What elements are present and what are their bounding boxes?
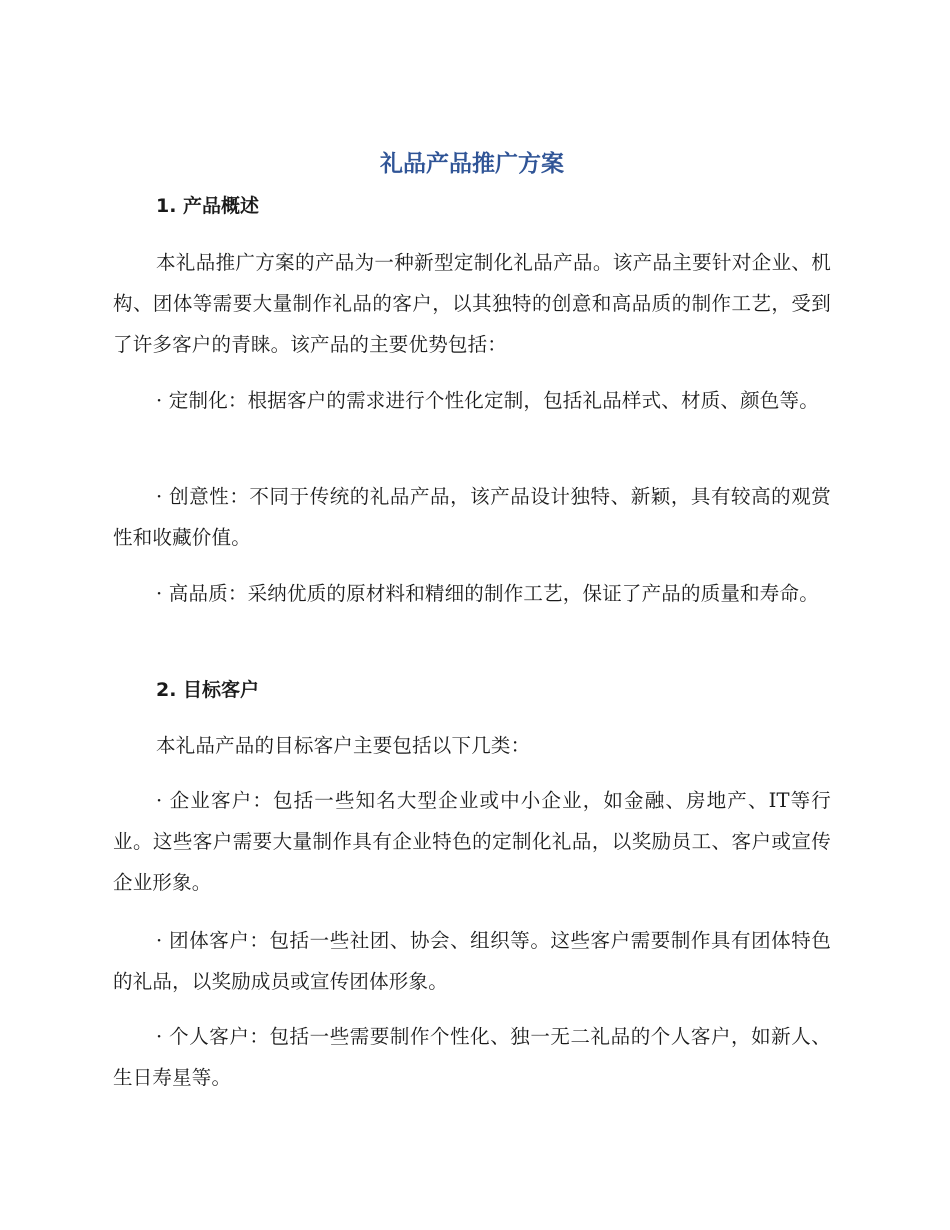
document-title: 礼品产品推广方案	[380, 151, 564, 177]
section-heading-target-customers: 2. 目标客户	[156, 679, 260, 701]
section-heading-product-overview: 1. 产品概述	[156, 195, 260, 217]
bullet-high-quality: · 高品质：采纳优质的原材料和精细的制作工艺，保证了产品的质量和寿命。	[156, 582, 819, 605]
bullet-creativity: · 创意性：不同于传统的礼品产品，该产品设计独特、新颖，具有较高的观赏性和收藏价值。	[113, 485, 831, 549]
bullet-group-customers: · 团体客户：包括一些社团、协会、组织等。这些客户需要制作具有团体特色的礼品，以奖励成员或宣传团体形象。	[113, 929, 831, 993]
bullet-individual-customers: · 个人客户：包括一些需要制作个性化、独一无二礼品的个人客户，如新人、生日寿星等。	[113, 1025, 831, 1089]
bullet-customization: · 定制化：根据客户的需求进行个性化定制，包括礼品样式、材质、颜色等。	[156, 389, 819, 412]
bullet-enterprise-customers: · 企业客户：包括一些知名大型企业或中小企业，如金融、房地产、IT等行业。这些客户需要大量制作具有企业特色的定制化礼品，以奖励员工、客户或宣传企业形象。	[113, 789, 831, 894]
paragraph-product-intro: 本礼品推广方案的产品为一种新型定制化礼品产品。该产品主要针对企业、机构、团体等需要大量制作礼品的客户，以其独特的创意和高品质的制作工艺，受到了许多客户的青睐。该产品的主要优势包括：	[113, 251, 831, 356]
paragraph-target-intro: 本礼品产品的目标客户主要包括以下几类：	[156, 734, 531, 757]
